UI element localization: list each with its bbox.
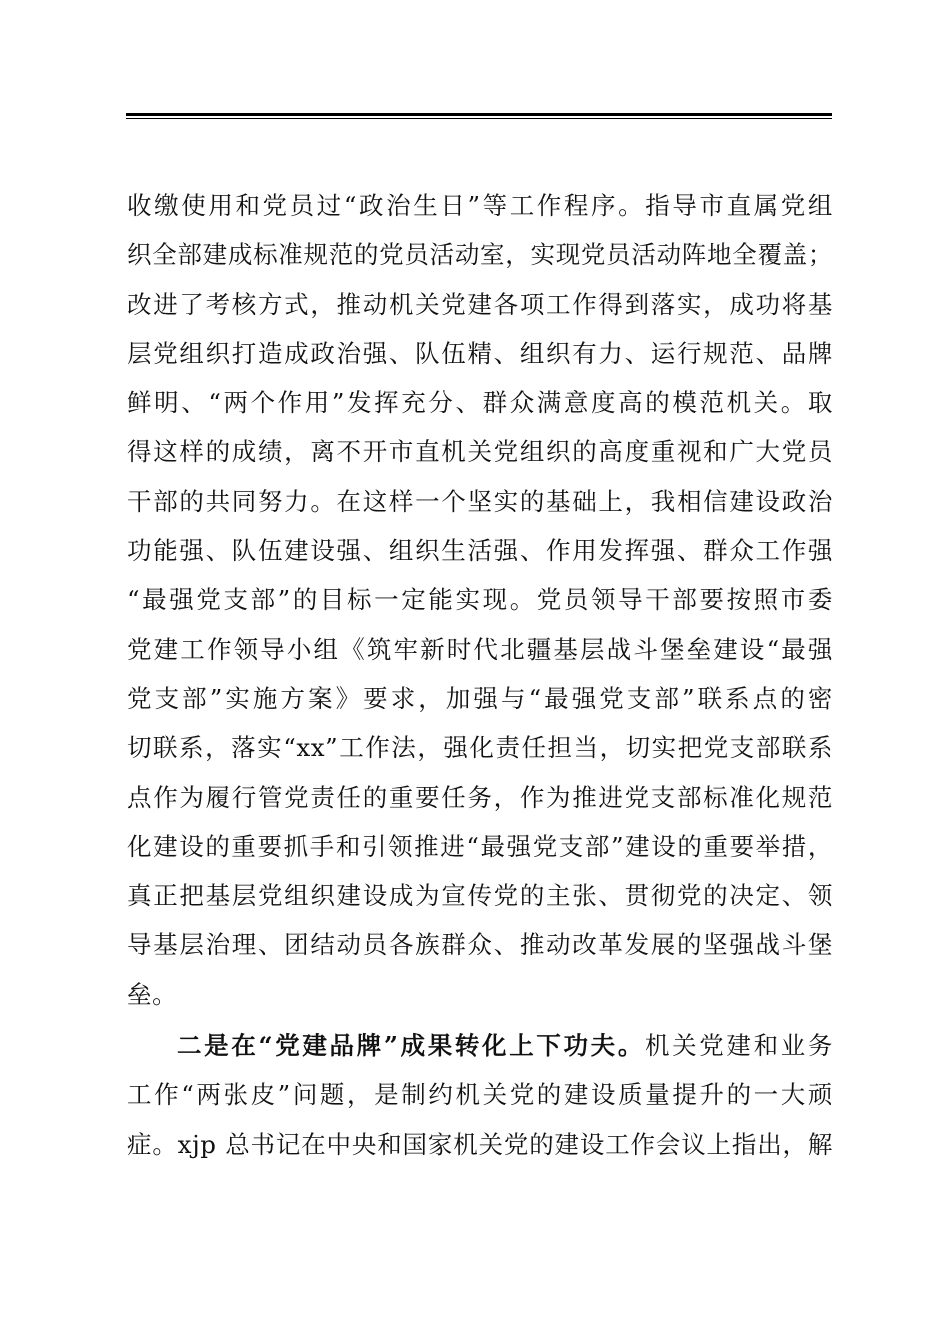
paragraph-2 <box>127 1021 833 1169</box>
header-rule-thick <box>126 113 832 116</box>
text-line: “最强党支部”的目标一定能实现。党员领导干部要按照市委 <box>127 585 833 615</box>
paragraph-lead-rest: 机关党建和业务 <box>644 1031 833 1061</box>
text-line: 切联系，落实“xx”工作法，强化责任担当，切实把党支部联系 <box>127 733 833 763</box>
text-line: 得这样的成绩，离不开市直机关党组织的高度重视和广大党员 <box>127 437 833 467</box>
text-line: 化建设的重要抓手和引领推进“最强党支部”建设的重要举措， <box>127 831 833 861</box>
document-body <box>127 181 833 1169</box>
text-line: 党支部”实施方案》要求，加强与“最强党支部”联系点的密 <box>127 683 833 713</box>
text-line: 真正把基层党组织建设成为宣传党的主张、贯彻党的决定、领 <box>127 881 833 911</box>
text-line: 工作“两张皮”问题，是制约机关党的建设质量提升的一大顽 <box>127 1080 833 1110</box>
header-rule-thin <box>126 118 832 119</box>
text-line: 层党组织打造成政治强、队伍精、组织有力、运行规范、品牌 <box>127 338 833 368</box>
text-line: 导基层治理、团结动员各族群众、推动改革发展的坚强战斗堡 <box>127 930 833 960</box>
text-line: 症。xjp 总书记在中央和国家机关党的建设工作会议上指出，解 <box>127 1129 833 1159</box>
text-line: 功能强、队伍建设强、组织生活强、作用发挥强、群众工作强 <box>127 536 833 566</box>
header-double-rule <box>126 113 832 120</box>
text-line: 干部的共同努力。在这样一个坚实的基础上，我相信建设政治 <box>127 486 833 516</box>
text-line: 党建工作领导小组《筑牢新时代北疆基层战斗堡垒建设“最强 <box>127 634 833 664</box>
text-line <box>127 1021 833 1070</box>
text-line: 收缴使用和党员过“政治生日”等工作程序。指导市直属党组 <box>127 191 833 220</box>
paragraph-1 <box>127 181 833 1019</box>
paragraph-lead-heading: 二是在“党建品牌”成果转化上下功夫。 <box>177 1031 645 1061</box>
text-line: 改进了考核方式，推动机关党建各项工作得到落实，成功将基 <box>127 289 833 319</box>
text-line: 点作为履行管党责任的重要任务，作为推进党支部标准化规范 <box>127 782 833 812</box>
text-line: 织全部建成标准规范的党员活动室，实现党员活动阵地全覆盖； <box>127 240 833 270</box>
text-line: 垒。 <box>127 979 178 1009</box>
text-line: 鲜明、“两个作用”发挥充分、群众满意度高的模范机关。取 <box>127 388 833 418</box>
